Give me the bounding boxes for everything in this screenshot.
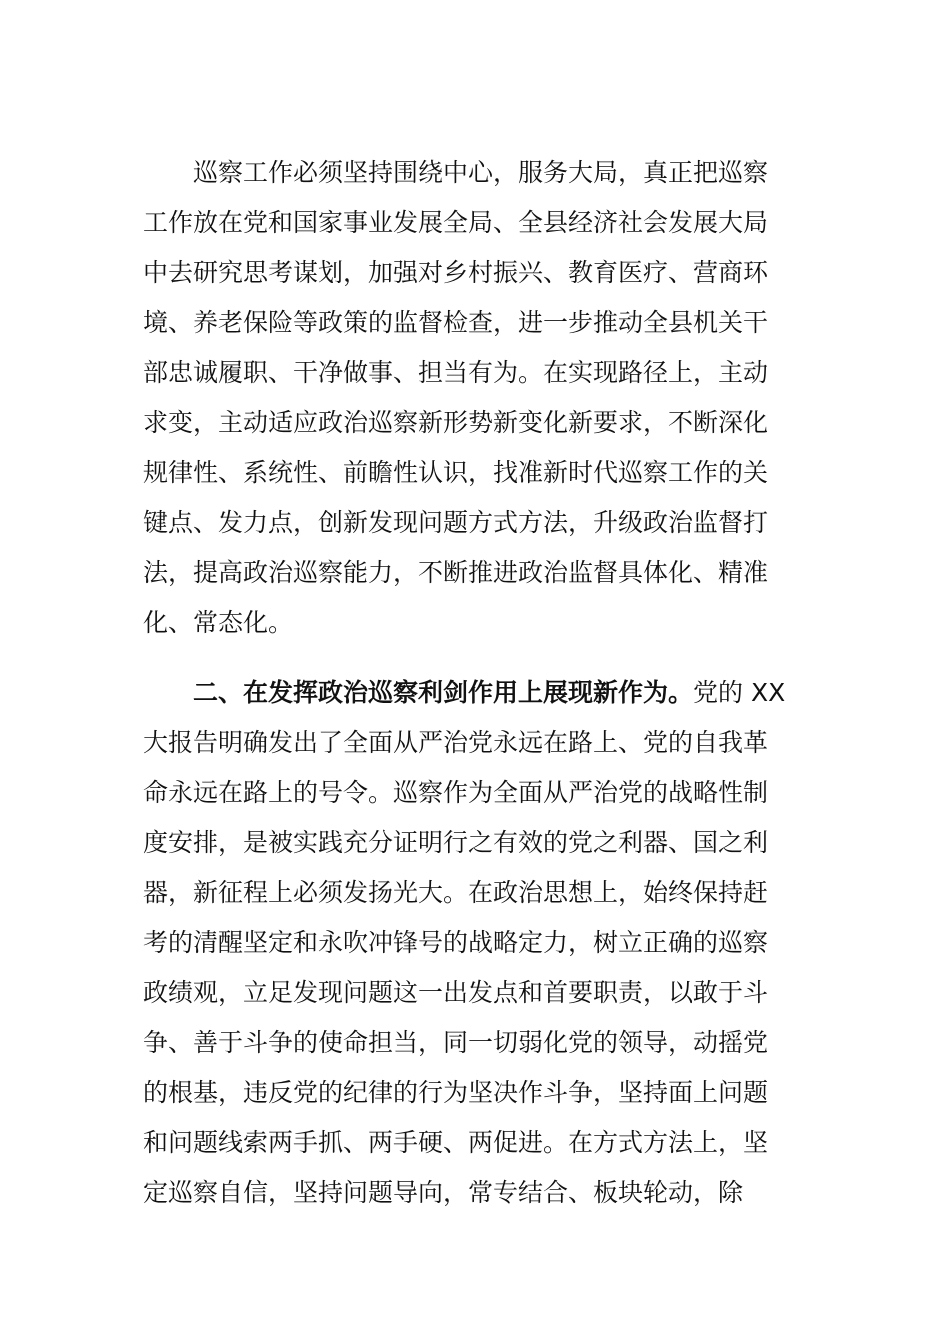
text-line: 巡察工作必须坚持围绕中心，服务大局，真正把巡察 [193, 158, 769, 187]
paragraph-1 [143, 148, 813, 648]
text-line: 境、养老保险等政策的监督检查，进一步推动全县机关干 [143, 308, 769, 337]
text-line: 部忠诚履职、干净做事、担当有为。在实现路径上，主动 [143, 358, 769, 387]
text-line: 政绩观，立足发现问题这一出发点和首要职责，以敢于斗 [143, 978, 769, 1007]
text-line: 中去研究思考谋划，加强对乡村振兴、教育医疗、营商环 [143, 258, 769, 287]
text-line: 工作放在党和国家事业发展全局、全县经济社会发展大局 [143, 208, 769, 237]
text-line: 考的清醒坚定和永吹冲锋号的战略定力，树立正确的巡察 [143, 928, 769, 957]
text-line: 法，提高政治巡察能力，不断推进政治监督具体化、精准 [143, 558, 769, 587]
text-line: 化、常态化。 [143, 608, 294, 637]
text-line: 度安排，是被实践充分证明行之有效的党之利器、国之利 [143, 828, 769, 857]
text-line: 和问题线索两手抓、两手硬、两促进。在方式方法上，坚 [143, 1128, 769, 1157]
paragraph-2 [143, 668, 813, 1218]
paragraph-2-first-line [143, 668, 813, 718]
text-line: 命永远在路上的号令。巡察作为全面从严治党的战略性制 [143, 778, 769, 807]
text-line: 规律性、系统性、前瞻性认识，找准新时代巡察工作的关 [143, 458, 769, 487]
text-line: 定巡察自信，坚持问题导向，常专结合、板块轮动，除 [143, 1178, 744, 1207]
section-heading: 二、在发挥政治巡察利剑作用上展现新作为。 [193, 678, 694, 707]
heading-continuation: 党的 XX [693, 678, 786, 707]
text-line: 争、善于斗争的使命担当，同一切弱化党的领导，动摇党 [143, 1028, 769, 1057]
text-line: 器，新征程上必须发扬光大。在政治思想上，始终保持赶 [143, 878, 769, 907]
text-line: 大报告明确发出了全面从严治党永远在路上、党的自我革 [143, 728, 769, 757]
text-line: 键点、发力点，创新发现问题方式方法，升级政治监督打 [143, 508, 769, 537]
text-line: 的根基，违反党的纪律的行为坚决作斗争，坚持面上问题 [143, 1078, 769, 1107]
text-line: 求变，主动适应政治巡察新形势新变化新要求，不断深化 [143, 408, 769, 437]
